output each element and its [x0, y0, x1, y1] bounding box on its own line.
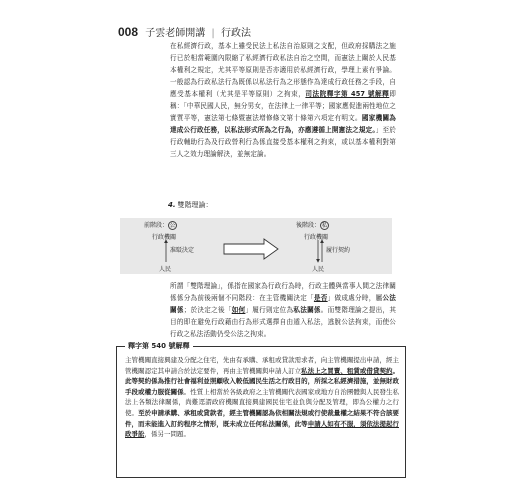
paragraph-private-economy	[170, 40, 396, 160]
note-text-3: ，係另一問題。	[144, 430, 190, 439]
note-body	[125, 355, 399, 440]
header-separator: |	[211, 28, 215, 39]
private-circle-mark: 私	[321, 223, 328, 229]
p1-bold-quote: 國家機關為達成公行政任務，以私法形式所為之行為，亦應遵循上開憲法之規定。	[170, 114, 396, 134]
p2-how: 如何	[231, 306, 246, 314]
p2-whether: 是否	[313, 294, 328, 302]
p1-text-1: 在私經濟行政，基本上雖受民法上私法自治原則之支配，但政府採購法之施行已於相當範圍內限縮了私經濟行政私法自治之空間，而憲法上關於人民基本權利之規定，尤其平等原則是否亦適用於私經濟行政，學理上素有爭論。一般認為行政私法行為既係以私法行為之形態作為達成行政任務之手段，自應受基本權利（尤其是平等原則）之拘束，	[170, 42, 396, 98]
subheading-two-stage	[168, 200, 213, 210]
p2-text-3: ；於決定之後「	[183, 306, 232, 314]
right-agency-node: 行政機關	[304, 234, 329, 241]
note-text-1: 主管機關直接興建及分配之住宅，先由有承購、承租或貸款需求者，向主管機關提出申請，經主管機關認定其申請合於法定要件，再由主管機關與申請人訂立	[125, 356, 399, 375]
header-subject: 行政法	[220, 28, 251, 39]
note-underline-2: 申請人如有不服，須依法提起行政爭訟	[125, 419, 400, 439]
note-bold-2: 至於申請承購、承租或貸款者，經主管機關認為依相關法規或行使裁量權之結果不符合該要件，而未能進入訂約程序之情形，既未成立任何私法關係，此等	[125, 408, 400, 428]
left-agency-node: 行政機關	[152, 234, 177, 241]
two-stage-diagram	[120, 218, 392, 274]
right-contract-label: 履行契約	[326, 247, 351, 254]
p2-private-law: 私法關係	[293, 306, 321, 314]
page-number: 008	[118, 25, 139, 39]
note-label: 釋字第 540 號解釋	[125, 341, 193, 351]
public-circle-mark: 公	[169, 223, 176, 229]
p2-text-1: 所謂「雙階理論」，係指在國家為行政行為時，行政主體與當事人間之法律關係係分為前後兩個不同階段：在主管機關決定「	[170, 282, 396, 302]
p2-text-5: 。而雙階理論之提出，其目的即在避免行政藉由行為形式選擇自由遁入私法，逃脫公法拘束，而使公行政之私法活動仍受公法之拘束。	[170, 306, 397, 338]
left-stage-label: 前階段： 公	[144, 222, 176, 229]
page-header	[118, 24, 251, 39]
p2-text-2: 」做成處分時，屬	[327, 294, 383, 302]
p1-interpretation-ref: 司法院釋字第 457 號解釋	[305, 90, 390, 98]
p2-text-4: 」履行則定位為	[245, 306, 294, 314]
p1-text-3: 」至於行政輔助行為及行政營利行為係直接受基本權利之拘束，或以基本權利對第三人之效力理論解決，並無定論。	[170, 126, 396, 158]
subheading-number: 4.	[168, 201, 176, 209]
left-decision-label: 准駁決定	[170, 247, 195, 254]
subheading-text: 雙階理論：	[177, 201, 213, 209]
stage-transition-arrow	[224, 239, 278, 259]
right-stage-label: 後階段： 私	[296, 222, 328, 229]
p1-text-2: 即稱：「中華民國人民，無分男女，在法律上一律平等；國家應促進兩性地位之實質平等，憲法第七條暨憲法增修條文第十條第六項定有明文。	[170, 90, 396, 122]
interpretation-540-box	[116, 342, 406, 478]
right-people-node: 人民	[312, 266, 325, 273]
note-underline-1: 私法上之買賣、租賃或借貸契約	[301, 366, 393, 375]
p2-public-law: 公法關係	[170, 294, 396, 314]
left-people-node: 人民	[159, 266, 172, 273]
header-author: 子雲老師開講	[145, 28, 206, 39]
note-text-2: 。性質上相當於各級政府之主管機關代表國家或地方自治團體與人民發生私法上各類法律關係，尚難逕謂政府機關直接興建國民住宅並負與分配及管理，即為公權力之行使。	[125, 387, 400, 417]
note-bold-1: 。此等契約係為推行社會福利並照顧收入較低國民生活之行政目的，所採之私經濟措施，並無財政手段或權力服從關係	[125, 366, 400, 396]
paragraph-two-stage-theory	[170, 280, 396, 340]
